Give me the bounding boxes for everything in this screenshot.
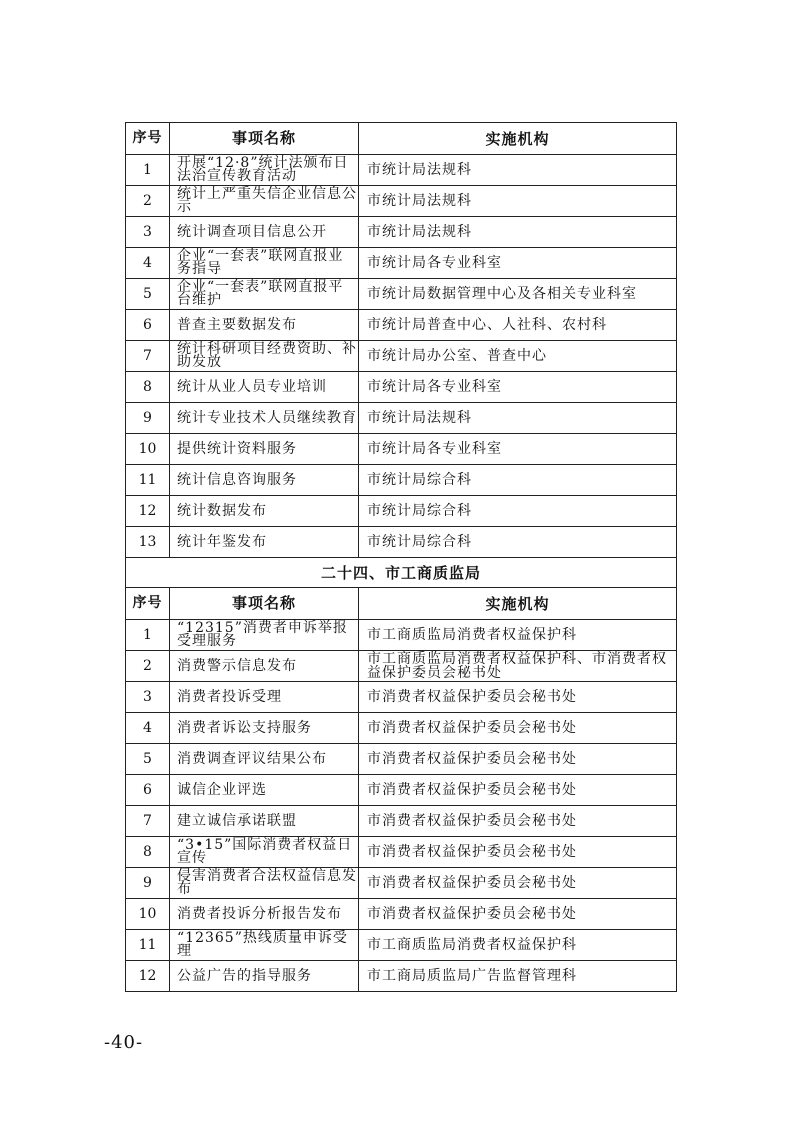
header-name: 事项名称: [170, 123, 359, 155]
row-org: 市消费者权益保护委员会秘书处: [359, 775, 677, 806]
row-name: 统计上严重失信企业信息公示: [170, 186, 359, 217]
row-name: 消费者诉讼支持服务: [170, 713, 359, 744]
row-num: 2: [126, 186, 170, 217]
row-name: 统计信息咨询服务: [170, 465, 359, 496]
row-org: 市工商质监局消费者权益保护科: [359, 930, 677, 961]
row-num: 8: [126, 837, 170, 868]
row-num: 6: [126, 310, 170, 341]
row-num: 8: [126, 372, 170, 403]
row-org: 市消费者权益保护委员会秘书处: [359, 806, 677, 837]
table-row: [126, 217, 677, 248]
table-row: [126, 899, 677, 930]
row-org: 市统计局法规科: [359, 403, 677, 434]
table-row: [126, 713, 677, 744]
row-name: 消费调查评议结果公布: [170, 744, 359, 775]
row-num: 5: [126, 744, 170, 775]
row-name: 普查主要数据发布: [170, 310, 359, 341]
row-name: 消费者投诉分析报告发布: [170, 899, 359, 930]
row-num: 7: [126, 341, 170, 372]
row-num: 12: [126, 496, 170, 527]
row-name: 消费者投诉受理: [170, 682, 359, 713]
row-org: 市统计局法规科: [359, 155, 677, 186]
table-row: [126, 248, 677, 279]
row-org: 市消费者权益保护委员会秘书处: [359, 868, 677, 899]
row-name: 开展“12·8”统计法颁布日法治宣传教育活动: [170, 155, 359, 186]
row-num: 12: [126, 961, 170, 992]
table-row: [126, 527, 677, 558]
row-num: 3: [126, 682, 170, 713]
table-row: [126, 186, 677, 217]
page-number: -40-: [104, 1032, 144, 1053]
row-org: 市统计局综合科: [359, 527, 677, 558]
row-org: 市消费者权益保护委员会秘书处: [359, 837, 677, 868]
row-name: “12365”热线质量申诉受理: [170, 930, 359, 961]
header-num: 序号: [126, 588, 170, 620]
row-name: 统计年鉴发布: [170, 527, 359, 558]
table-row: [126, 341, 677, 372]
services-table: [125, 122, 677, 992]
row-num: 5: [126, 279, 170, 310]
table-row: [126, 403, 677, 434]
header-num: 序号: [126, 123, 170, 155]
table-row: [126, 868, 677, 899]
table-row: [126, 465, 677, 496]
row-name: 统计调查项目信息公开: [170, 217, 359, 248]
table-header-row: [126, 123, 677, 155]
row-name: 企业“一套表”联网直报平台维护: [170, 279, 359, 310]
row-num: 9: [126, 868, 170, 899]
table-row: [126, 155, 677, 186]
row-num: 11: [126, 465, 170, 496]
row-num: 1: [126, 620, 170, 651]
row-org: 市统计局数据管理中心及各相关专业科室: [359, 279, 677, 310]
row-num: 2: [126, 651, 170, 682]
row-org: 市消费者权益保护委员会秘书处: [359, 713, 677, 744]
row-org: 市工商质监局消费者权益保护科: [359, 620, 677, 651]
row-name: 消费警示信息发布: [170, 651, 359, 682]
row-org: 市工商局质监局广告监督管理科: [359, 961, 677, 992]
table-header-row: [126, 588, 677, 620]
row-org: 市统计局各专业科室: [359, 248, 677, 279]
row-num: 1: [126, 155, 170, 186]
row-org: 市统计局普查中心、人社科、农村科: [359, 310, 677, 341]
header-org: 实施机构: [359, 123, 677, 155]
row-num: 10: [126, 434, 170, 465]
row-org: 市统计局各专业科室: [359, 434, 677, 465]
row-num: 11: [126, 930, 170, 961]
row-name: 统计从业人员专业培训: [170, 372, 359, 403]
table-row: [126, 775, 677, 806]
table-row: [126, 682, 677, 713]
table-row: [126, 651, 677, 682]
row-org: 市统计局综合科: [359, 465, 677, 496]
row-num: 4: [126, 248, 170, 279]
row-org: 市消费者权益保护委员会秘书处: [359, 682, 677, 713]
table-row: [126, 620, 677, 651]
row-org: 市统计局办公室、普查中心: [359, 341, 677, 372]
row-num: 4: [126, 713, 170, 744]
row-name: 诚信企业评选: [170, 775, 359, 806]
row-num: 10: [126, 899, 170, 930]
row-num: 13: [126, 527, 170, 558]
row-name: 建立诚信承诺联盟: [170, 806, 359, 837]
section-title: 二十四、市工商质监局: [126, 558, 677, 588]
row-name: 统计专业技术人员继续教育: [170, 403, 359, 434]
row-name: 统计数据发布: [170, 496, 359, 527]
row-org: 市工商质监局消费者权益保护科、市消费者权益保护委员会秘书处: [359, 651, 677, 682]
row-org: 市消费者权益保护委员会秘书处: [359, 899, 677, 930]
row-org: 市统计局法规科: [359, 217, 677, 248]
row-org: 市统计局法规科: [359, 186, 677, 217]
table-row: [126, 744, 677, 775]
row-name: 统计科研项目经费资助、补助发放: [170, 341, 359, 372]
row-name: 侵害消费者合法权益信息发布: [170, 868, 359, 899]
table-row: [126, 434, 677, 465]
table-row: [126, 279, 677, 310]
table-row: [126, 310, 677, 341]
row-name: 企业“一套表”联网直报业务指导: [170, 248, 359, 279]
row-name: 提供统计资料服务: [170, 434, 359, 465]
row-name: 公益广告的指导服务: [170, 961, 359, 992]
table-body: [126, 123, 677, 992]
row-num: 3: [126, 217, 170, 248]
header-org: 实施机构: [359, 588, 677, 620]
row-name: “3•15”国际消费者权益日宣传: [170, 837, 359, 868]
table-row: [126, 837, 677, 868]
row-org: 市统计局各专业科室: [359, 372, 677, 403]
section-title-row: [126, 558, 677, 588]
header-name: 事项名称: [170, 588, 359, 620]
row-name: “12315”消费者申诉举报受理服务: [170, 620, 359, 651]
table-row: [126, 496, 677, 527]
row-org: 市消费者权益保护委员会秘书处: [359, 744, 677, 775]
table-row: [126, 930, 677, 961]
table-row: [126, 961, 677, 992]
row-org: 市统计局综合科: [359, 496, 677, 527]
table-row: [126, 372, 677, 403]
row-num: 6: [126, 775, 170, 806]
table-row: [126, 806, 677, 837]
row-num: 7: [126, 806, 170, 837]
row-num: 9: [126, 403, 170, 434]
